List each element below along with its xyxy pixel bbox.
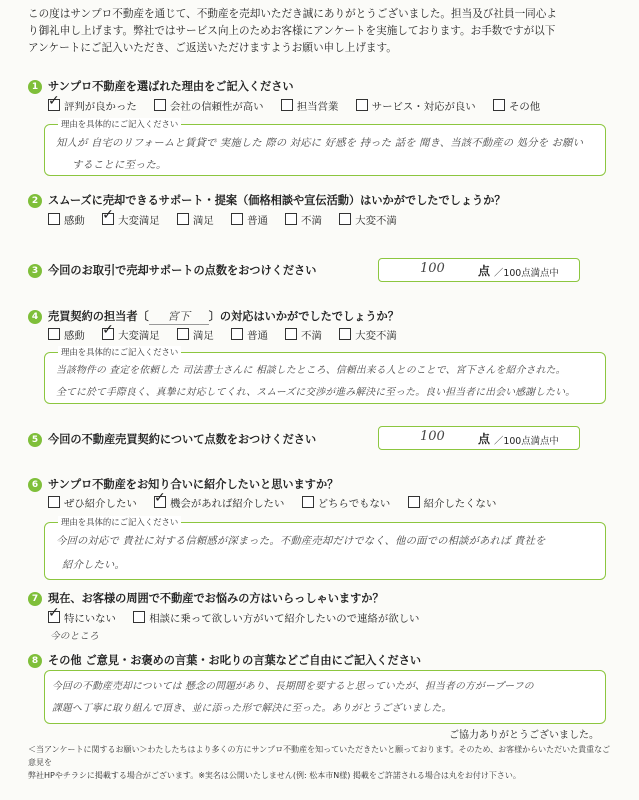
- checkbox[interactable]: [102, 328, 114, 340]
- checkbox[interactable]: [154, 496, 166, 508]
- q2-option-2[interactable]: 満足: [177, 212, 214, 227]
- checkbox[interactable]: [408, 496, 420, 508]
- checkbox[interactable]: [48, 328, 60, 340]
- q5-score-unit: 点: [478, 432, 491, 446]
- q1-option-sales-rep[interactable]: 担当営業: [281, 98, 339, 113]
- q8-heading: [28, 652, 421, 668]
- q1-option-service[interactable]: サービス・対応が良い: [356, 98, 476, 113]
- checkbox[interactable]: [48, 213, 60, 225]
- q1-option-trust[interactable]: 会社の信頼性が高い: [154, 98, 264, 113]
- q6-number-badge: 6: [28, 478, 42, 492]
- q7-heading: [28, 590, 384, 606]
- q3-title: 今回のお取引で売却サポートの点数をおつけください: [48, 264, 317, 277]
- q4-staff-name[interactable]: 宮下: [149, 308, 209, 325]
- q1-options: [48, 98, 554, 113]
- checkbox[interactable]: [48, 611, 60, 623]
- q4-option-0[interactable]: 感動: [48, 327, 85, 342]
- checkbox[interactable]: [48, 99, 60, 111]
- q4-handwriting-line-2: 全てに於て手際良く、真摯に対応してくれ、スムーズに交渉が進み解決に至った。良い担当者に出会い感謝したい。: [56, 387, 576, 398]
- q7-option-want-contact[interactable]: 相談に乗って欲しい方がいて紹介したいので連絡が欲しい: [133, 610, 419, 625]
- q2-option-4[interactable]: 不満: [285, 212, 322, 227]
- checkbox[interactable]: [177, 328, 189, 340]
- q2-heading: [28, 192, 506, 208]
- q4-option-4[interactable]: 不満: [285, 327, 322, 342]
- q6-option-1[interactable]: ✓ 機会があれば紹介したい: [154, 495, 284, 510]
- q3-score-note: ／100点満点中: [494, 268, 559, 279]
- q6-option-2[interactable]: どちらでもない: [302, 495, 391, 510]
- intro-text: この度はサンプロ不動産を通じて、不動産を売却いただき誠にありがとうございました。担当及び社員一同心よ り御礼申し上げます。弊社ではサービス向上のためお客様にアンケートを実施しております。お手数ですが以下 アンケートにご記入いただき、ご返送いただけますようお願い申し上げます。: [28, 8, 557, 54]
- q1-handwriting-line-2: することに至った。: [72, 159, 167, 171]
- q4-heading: 4 売買契約の担当者〔 宮下 〕の対応はいかがでしたでしょうか？: [28, 308, 399, 325]
- checkbox[interactable]: [302, 496, 314, 508]
- q4-option-1[interactable]: ✓ 大変満足: [102, 327, 160, 342]
- q3-number-badge: 3: [28, 264, 42, 278]
- q7-options: [48, 610, 433, 625]
- checkbox[interactable]: [356, 99, 368, 111]
- q2-number-badge: 2: [28, 194, 42, 208]
- q2-option-1[interactable]: ✓ 大変満足: [102, 212, 160, 227]
- checkbox[interactable]: [281, 99, 293, 111]
- q6-handwriting-line-1: 今回の対応で 貴社に対する信頼感が深まった。不動産売却だけでなく、他の面での相談があれば 貴社を: [56, 535, 546, 547]
- checkbox[interactable]: [133, 611, 145, 623]
- q5-score-note: ／100点満点中: [494, 436, 559, 447]
- checkbox[interactable]: [285, 213, 297, 225]
- q3-score-value: 100: [420, 261, 445, 276]
- q6-options: [48, 495, 510, 510]
- q1-title: サンプロ不動産を選ばれた理由をご記入ください: [48, 80, 294, 93]
- q2-option-5[interactable]: 大変不満: [339, 212, 397, 227]
- checkbox[interactable]: [493, 99, 505, 111]
- q1-heading: [28, 78, 294, 94]
- q2-title: スムーズに売却できるサポート・提案（価格相談や宣伝活動）はいかがでしたでしょうか？: [48, 194, 506, 207]
- checkbox[interactable]: [177, 213, 189, 225]
- checkbox[interactable]: [339, 213, 351, 225]
- q3-heading: [28, 262, 316, 278]
- checkbox[interactable]: [48, 496, 60, 508]
- q7-number-badge: 7: [28, 592, 42, 606]
- q7-option-none[interactable]: ✓特にいない: [48, 610, 116, 625]
- q2-option-3[interactable]: 普通: [231, 212, 268, 227]
- q6-option-3[interactable]: 紹介したくない: [408, 495, 497, 510]
- checkbox[interactable]: [285, 328, 297, 340]
- q7-handwritten-note: 今のところ: [50, 631, 99, 642]
- checkbox[interactable]: [231, 328, 243, 340]
- checkbox[interactable]: [339, 328, 351, 340]
- q1-reason-label: 理由を具体的にご記入ください: [58, 118, 181, 130]
- q8-number-badge: 8: [28, 654, 42, 668]
- thanks-text: ご協力ありがとうございました。: [449, 730, 599, 741]
- q4-reason-label: 理由を具体的にご記入ください: [58, 346, 181, 358]
- q7-title: 現在、お客様の周囲で不動産でお悩みの方はいらっしゃいますか？: [48, 592, 384, 605]
- q6-heading: [28, 476, 338, 492]
- q4-option-3[interactable]: 普通: [231, 327, 268, 342]
- q2-option-0[interactable]: 感動: [48, 212, 85, 227]
- q8-handwriting-line-1: 今回の不動産売却については 懸念の問題があり、長期間を要すると思っていたが、担当者の方がープーフの: [52, 681, 534, 692]
- q5-heading: [28, 431, 316, 447]
- checkbox[interactable]: [231, 213, 243, 225]
- q3-score-unit: 点: [478, 264, 491, 278]
- q5-title: 今回の不動産売買契約について点数をおつけください: [48, 433, 317, 446]
- checkbox[interactable]: [102, 213, 114, 225]
- q6-option-0[interactable]: ぜひ紹介したい: [48, 495, 137, 510]
- q4-option-5[interactable]: 大変不満: [339, 327, 397, 342]
- q6-handwriting-line-2: 紹介したい。: [62, 559, 125, 571]
- q5-number-badge: 5: [28, 433, 42, 447]
- q8-title: その他 ご意見・お褒めの言葉・お叱りの言葉などご自由にご記入ください: [48, 654, 422, 667]
- q6-title: サンプロ不動産をお知り合いに紹介したいと思いますか？: [48, 478, 339, 491]
- q1-number-badge: 1: [28, 80, 42, 94]
- q1-handwriting-line-1: 知人が 自宅のリフォームと賃貸で 実施した 際の 対応に 好感を 持った 話を 聞き、当該不動産の 処分を お願い: [56, 137, 584, 149]
- q1-option-reputation[interactable]: ✓評判が良かった: [48, 98, 137, 113]
- q4-option-2[interactable]: 満足: [177, 327, 214, 342]
- q5-score-value: 100: [420, 429, 445, 444]
- q8-handwriting-line-2: 課題へ丁寧に取り組んで頂き、並に添った形で解決に至った。ありがとうございました。: [52, 703, 452, 714]
- q4-handwriting-line-1: 当該物件の 査定を依頼した 司法書士さんに 相談したところ、信頼出来る人とのことで、宮下さんを紹介された。: [56, 365, 566, 376]
- q4-number-badge: 4: [28, 310, 42, 324]
- q6-reason-box[interactable]: [44, 522, 606, 580]
- q6-reason-label: 理由を具体的にご記入ください: [58, 516, 181, 528]
- q1-option-other[interactable]: その他: [493, 98, 540, 113]
- checkbox[interactable]: [154, 99, 166, 111]
- q4-options: [48, 327, 411, 342]
- footer-notice: ＜当アンケートに関するお願い＞わたしたちはより多くの方にサンプロ不動産を知っていただきたいと願っております。そのため、お客様からいただいた貴重なご意見を 弊社HPやチラシに掲載する場合がございます。※実名は公開いたしません(例: 松本市N様) 掲載をご許諾される場合は丸をお付け下さい。: [28, 745, 611, 780]
- q2-options: [48, 212, 411, 227]
